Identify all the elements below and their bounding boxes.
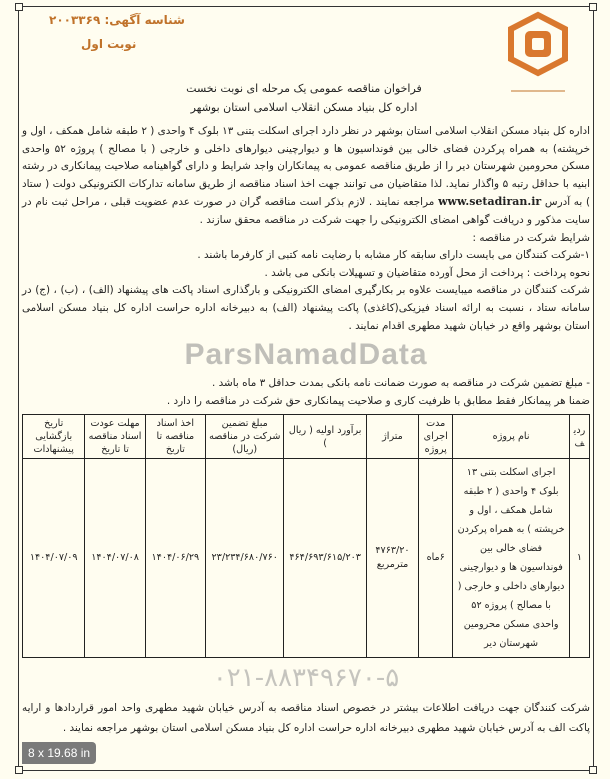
tender-body: [22, 123, 590, 410]
tender-titles: [119, 79, 489, 117]
tender-content: [19, 123, 593, 770]
col-row-number: ردیف: [569, 415, 589, 459]
capacity-note: ضمنا هر پیمانکار فقط مطابق با ظرفیت کاری و صلاحیت پیمانکاری حق شرکت در مناقصه را دارد .: [166, 394, 590, 407]
tooltip-row: [22, 738, 590, 764]
col-opening-date: تاریخ بازگشایی پیشنهادات: [23, 415, 85, 459]
ad-id: شناسه آگهی: ۲۰۰۳۳۶۹: [49, 13, 185, 27]
frame-corner: [15, 766, 23, 774]
setad-website-link[interactable]: www.setadiran.ir: [438, 195, 542, 209]
col-return-deadline: مهلت عودت اسناد مناقصه تا تاریخ: [85, 415, 145, 459]
col-estimate: برآورد اولیه ( ریال ): [284, 415, 366, 459]
ad-round: نوبت اول: [81, 37, 137, 51]
intro-paragraph: اداره کل بنیاد مسکن انقلاب اسلامی استان بوشهر در نظر دارد اجرای اسکلت بتنی ۱۳ بلوک ۴ واحدی ( ۲ طبقه شامل همکف ، اول و خرپشته) به همراه پرکردن فضای خالی بین فونداسیون ها و دیوارچینی دیوارهای داخلی و خارجی ( با مصالح ) پروژه ۵۲ واحدی مسکن محرومین شهرستان دیر را از طریق مناقصه عمومی به پیمانکاران واجد شرایط و دارای گواهینامه صلاحیت پیمانکاری در رشته ابنیه با حداقل رتبه ۵ واگذار نماید. لذا متقاضیان می توانند جهت اخذ اسناد مناقصه از طریق سامانه تدارکات الکترونیکی دولت ( ستاد ) به آدرس www.setadiran.ir مراجعه نمایند . لازم بذکر است مناقصه گران در صورت عدم عضویت قبلی ، مراحل ثبت نام در سایت مذکور و دریافت گواهی امضای الکترونیکی را جهت شرکت در مناقصه محقق سازند .: [22, 125, 591, 226]
watermark-phone: ۰۲۱-۸۸۳۴۹۶۷۰-۵: [212, 663, 400, 694]
condition-1: ۱-شرکت کنندگان می بایست دارای سابقه کار مشابه با رضایت نامه کتبی از کارفرما باشند .: [197, 249, 590, 262]
col-area: متراژ: [366, 415, 418, 459]
submission-instructions: شرکت کنندگان در مناقصه میبایست علاوه بر بکارگیری امضای الکترونیکی و بارگذاری اسناد پاکت های پیشنهاد (الف) ، (ب) ، (ج) در سامانه ستاد ، نسبت به ارائه اسناد فیزیکی(کاغذی) پاکت پیشنهاد (الف) به دبیرخانه اداره حراست اداره کل بنیاد مسکن اسلامی استان بوشهر واقع در خیابان شهید مطهری اقدام نمایند .: [22, 284, 590, 332]
footer-note: شرکت کنندگان جهت دریافت اطلاعات بیشتر در خصوص اسناد مناقصه به آدرس خیابان شهید مطهری واحد امور قراردادها و ارایه پاکت الف به آدرس خیابان شهید مطهری دبیرخانه اداره حراست اداره کل بنیاد مسکن اسلامی استان بوشهر مراجعه نمایند .: [22, 702, 590, 735]
table-row: ۱ اجرای اسکلت بتنی ۱۳ بلوک ۴ واحدی ( ۲ طبقه شامل همکف ، اول و خرپشته ) به همراه پرکردن فضای خالی بین فونداسیون ها و دیوارچینی دیوارهای داخلی و خارجی ( با مصالح ) پروژه ۵۲ واحدی مسکن محرومین شهرستان دیر ۶ماه ۴۷۶۳/۲۰ مترمربع ۴۶۴/۶۹۳/۶۱۵/۲۰۳ ۲۳/۲۳۴/۶۸۰/۷۶۰ ۱۴۰۴/۰۶/۲۹ ۱۴۰۴/۰۷/۰۸ ۱۴۰۴/۰۷/۰۹: [23, 459, 590, 658]
page-frame: [18, 6, 594, 771]
size-tooltip: 8 x 19.68 in: [22, 742, 96, 764]
col-duration: مدت اجرای پروژه: [419, 415, 453, 459]
col-project-name: نام پروژه: [453, 415, 570, 459]
watermark-brand: ParsNamadData: [184, 338, 428, 372]
logo-emblem-icon: [503, 11, 573, 103]
foundation-logo: [503, 11, 573, 103]
tender-table: [22, 414, 590, 658]
payment-method: نحوه پرداخت : پرداخت از محل آورده متقاضیان و تسهیلات بانکی می باشد .: [264, 266, 590, 279]
conditions-title: شرایط شرکت در مناقصه :: [472, 231, 590, 244]
organization-title: اداره کل بنیاد مسکن انقلاب اسلامی استان بوشهر: [190, 101, 418, 114]
col-docs-deadline: اخذ اسناد مناقصه تا تاریخ: [145, 415, 205, 459]
ad-header: [19, 7, 593, 123]
table-header-row: [23, 415, 590, 459]
frame-corner: [589, 766, 597, 774]
tender-title: فراخوان مناقصه عمومی یک مرحله ای نوبت نخست: [186, 82, 422, 95]
guarantee-note: - مبلغ تضمین شرکت در مناقصه به صورت ضمانت نامه بانکی بمدت حداقل ۳ ماه باشد .: [212, 377, 590, 390]
col-guarantee: مبلغ تضمین شرکت در مناقصه (ریال): [206, 415, 284, 459]
